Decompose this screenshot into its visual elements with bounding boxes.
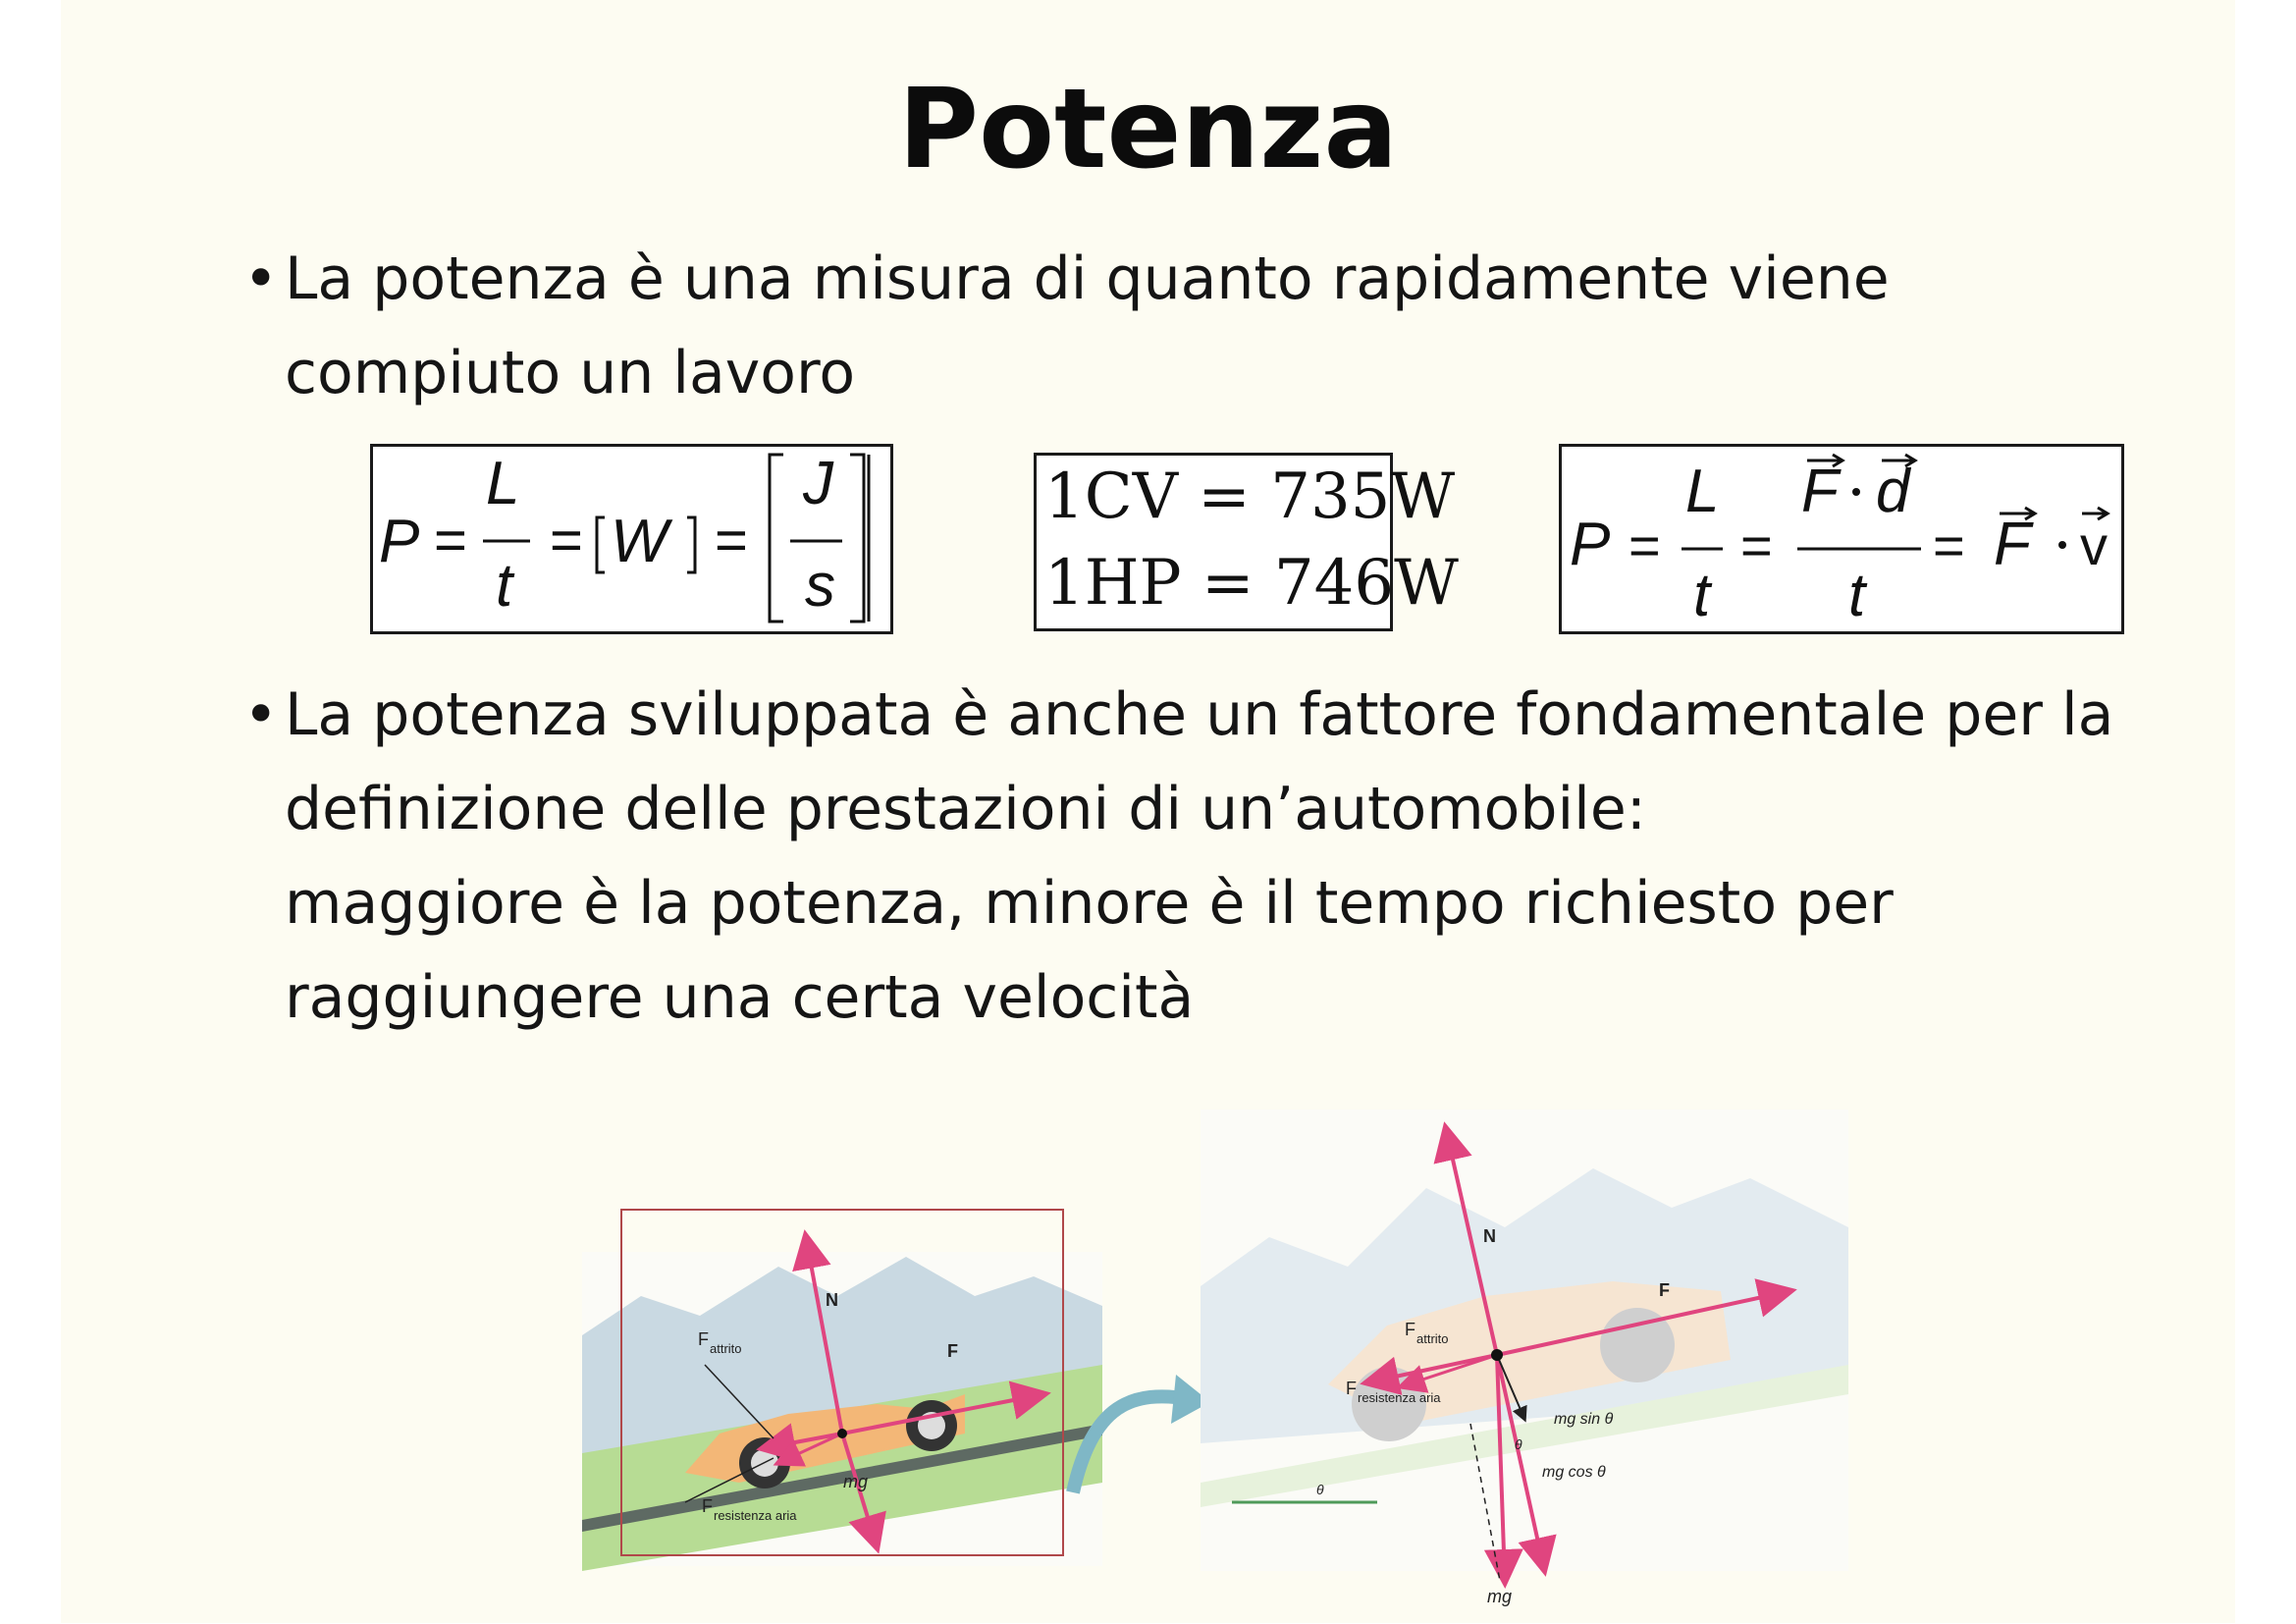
label-Fattrito-main: F <box>698 1329 709 1349</box>
label-Fres-sub: resistenza aria <box>714 1508 797 1523</box>
bullet-line: compiuto un lavoro <box>285 339 856 407</box>
formula-conversions <box>1034 453 1459 631</box>
conversion-cv: 1CV = 735W <box>1044 460 1456 533</box>
bullet-line: La potenza sviluppata è anche un fattore fondamentale per la <box>285 680 2114 749</box>
formula-symbol-d: d <box>1876 458 1910 525</box>
label-Fattrito-main: F <box>1405 1320 1415 1339</box>
car-force-diagram <box>582 1070 1858 1620</box>
formula-power-force <box>1559 444 2124 634</box>
label-theta: θ <box>1515 1436 1522 1452</box>
formula-symbol-t: t <box>1693 562 1711 629</box>
right-panel <box>1201 1110 1848 1606</box>
formula-symbol-v: v <box>2080 514 2108 576</box>
formula-symbol-F: F <box>1994 511 2031 578</box>
bullet-definition <box>243 232 2150 420</box>
dot-product <box>1852 488 1860 496</box>
formula-symbol-J: J <box>803 450 833 517</box>
formula-equals: = <box>550 509 583 572</box>
page-title: Potenza <box>897 66 1399 193</box>
left-panel <box>582 1210 1102 1571</box>
formula-equals: = <box>715 509 748 572</box>
formula-symbol-L: L <box>1685 458 1720 525</box>
label-mgcos: mg cos θ <box>1542 1464 1606 1481</box>
label-F: F <box>947 1341 958 1361</box>
label-mg: mg <box>843 1472 869 1491</box>
formula-symbol-P: P <box>1570 511 1611 578</box>
bullet-line: definizione delle prestazioni di un’automobile: <box>285 775 1646 843</box>
formula-symbol-t: t <box>1848 562 1866 629</box>
formula-power-units-svg <box>373 447 890 631</box>
formula-power-force-svg <box>1562 447 2121 631</box>
formula-equals: = <box>434 509 467 572</box>
slide <box>61 0 2235 1623</box>
formula-symbol-t: t <box>496 552 513 620</box>
dot-product <box>2058 541 2066 549</box>
label-Fres-sub: resistenza aria <box>1358 1390 1441 1405</box>
center-point <box>1491 1349 1503 1361</box>
bullet-dot: • <box>243 680 279 749</box>
formula-power-units <box>370 444 893 634</box>
car-force-figure <box>582 1070 1858 1620</box>
label-Fattrito-sub: attrito <box>1416 1331 1449 1346</box>
formula-equals: = <box>1629 514 1661 576</box>
label-mgsin: mg sin θ <box>1554 1411 1614 1428</box>
bullet-line: La potenza è una misura di quanto rapidamente viene <box>285 244 1890 313</box>
formula-equals: = <box>1933 514 1965 576</box>
conversion-hp: 1HP = 746W <box>1044 547 1459 620</box>
formula-symbol-P: P <box>379 508 420 575</box>
bullet-dot: • <box>243 244 279 313</box>
formula-symbol-L: L <box>486 450 520 517</box>
formula-equals: = <box>1740 514 1773 576</box>
formula-symbol-s: s <box>805 552 835 620</box>
label-Fres-main: F <box>1346 1379 1357 1398</box>
label-theta-angle: θ <box>1316 1482 1324 1497</box>
label-F: F <box>1659 1280 1670 1300</box>
label-N: N <box>1483 1226 1496 1246</box>
label-Fres-main: F <box>702 1496 713 1516</box>
center-point <box>837 1429 847 1438</box>
label-mg: mg <box>1487 1587 1513 1606</box>
label-Fattrito-sub: attrito <box>710 1341 742 1356</box>
bullet-line: maggiore è la potenza, minore è il tempo richiesto per <box>285 869 1894 938</box>
formula-symbol-W: W <box>611 508 668 575</box>
bullet-automobile <box>243 668 2248 1045</box>
label-N: N <box>826 1290 838 1310</box>
formula-symbol-F: F <box>1801 458 1839 525</box>
bullet-line: raggiungere una certa velocità <box>285 963 1195 1032</box>
